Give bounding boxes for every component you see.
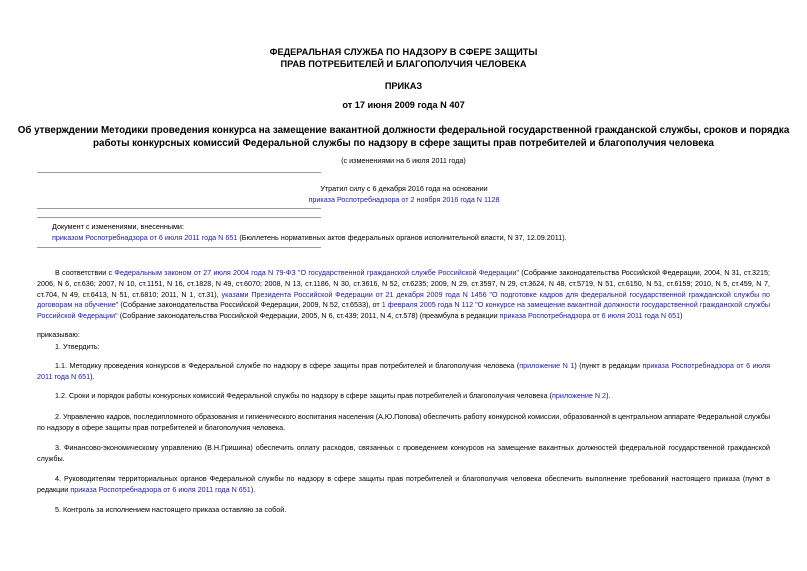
item-4-amend-link[interactable]: приказа Роспотребнадзора от 6 июля 2011 года N 651 [70, 484, 251, 494]
appendix-1-link[interactable]: приложение N 1 [519, 361, 575, 370]
contest-decree-link[interactable]: 1 февраля 2005 года N 112 "О конкурсе на замещение вакантной должности государственной гражданской службы Российской Федерации" [37, 300, 771, 321]
divider [37, 217, 321, 218]
preamble-paragraph: В соответствии с Федеральным законом от 27 июля 2004 года N 79-ФЗ "О государственной гражданской службе Российской Федерации" (Собрание законодательства Российской Федерации, 2004, N 31, ст.3215; 2006, N 6, ст.636; 2007, N 10, ст.1151, N 16, ст.1828, N 49, ст.6070; 2008, N 13, ст.1186, N 30, ст.3616, N 52, ст.6235; 2009, N 29, ст.3597, N 29, ст.3624, N 48, ст.5719, N 51, ст.6150, N 51, ст.6159; 2010, N 5, ст.459, N 7, ст.704, N 49, ст.6413, N 51, ст.6810; 2011, N 1, ст.31), указами Президента Российской Федерации от 21 декабря 2009 года N 1456 "О подготовке кадров для федеральной государственной гражданской службы по договорам на обучение" (Собрание законодательства Российской Федерации, 2009, N 52, ст.6533), от 1 февраля 2005 года N 112 "О конкурсе на замещение вакантной должности государственной гражданской службы Российской Федерации" (Собрание законодательства Российской Федерации, 2005, N 6, ст.439; 2011, N 4, ст.578) (преамбула в редакции приказа Роспотребнадзора от 6 июля 2011 года N 651) [37, 268, 771, 321]
preamble-amend-link[interactable]: приказа Роспотребнадзора от 6 июля 2011 года N 651 [499, 311, 681, 321]
federal-law-link[interactable]: Федеральным законом от 27 июля 2004 года N 79-ФЗ "О государственной гражданской службе Российской Федерации" [114, 268, 520, 277]
item-3: 3. Финансово-экономическому управлению (В.Н.Гришина) обеспечить оплату расходов, связанных с проведением конкурсов на замещение вакантных должностей федеральной государственной гражданской службы. [37, 443, 770, 463]
changes-source: (Бюллетень нормативных актов федеральных органов исполнительной власти, N 37, 12.09.2011). [237, 233, 567, 242]
item-2: 2. Управлению кадров, последипломного образования и гигиенического воспитания населения (А.Ю.Попова) обеспечить работу конкурсной комиссии, образованной в центральном аппарате Федеральной службы по надзору в сфере защиты прав потребителей и благополучия человека. [37, 412, 770, 432]
document-date: от 17 июня 2009 года N 407 [342, 100, 465, 110]
amendment-note: (с изменениями на 6 июля 2011 года) [341, 156, 466, 165]
divider [37, 247, 321, 248]
item-1-2: 1.2. Сроки и порядок работы конкурсных комиссий Федеральной службы по надзору в сфере защиты прав потребителей и благополучия человека (приложение N 2). [55, 391, 611, 400]
divider [37, 208, 321, 209]
item-1: 1. Утвердить: [55, 342, 100, 351]
document-title-line-2: работы конкурсных комиссий Федеральной службы по надзору в сфере защиты прав потребителей и благополучия человека [93, 138, 714, 149]
item-1-1: 1.1. Методику проведения конкурсов в Федеральной службе по надзору в сфере защиты прав потребителей и благополучия человека (приложение N 1) (пункт в редакции приказа Роспотребнадзора от 6 июля 2011 года N 651). [37, 361, 770, 381]
agency-name-line-1: ФЕДЕРАЛЬНАЯ СЛУЖБА ПО НАДЗОРУ В СФЕРЕ ЗАЩИТЫ [269, 47, 538, 57]
item-4: 4. Руководителям территориальных органов Федеральной службы по надзору в сфере защиты прав потребителей и благополучия человека обеспечить выполнение требований настоящего приказа (пункт в редакции приказа Роспотребнадзора от 6 июля 2011 года N 651). [37, 474, 770, 494]
document-title-line-1: Об утверждении Методики проведения конкурса на замещение вакантной должности федеральной государственной гражданской службы, сроков и порядка [17, 125, 790, 136]
divider [37, 172, 321, 173]
amending-order-link[interactable]: приказом Роспотребнадзора от 6 июля 2011 года N 651 [52, 233, 238, 242]
agency-name-line-2: ПРАВ ПОТРЕБИТЕЛЕЙ И БЛАГОПОЛУЧИЯ ЧЕЛОВЕКА [280, 59, 527, 69]
orders-word: приказываю: [37, 330, 80, 339]
repeal-order-link[interactable]: приказа Роспотребнадзора от 2 ноября 2016 года N 1128 [308, 195, 500, 204]
item-1-1-amend-link[interactable]: приказа Роспотребнадзора от 6 июля 2011 года N 651 [37, 361, 770, 381]
item-5: 5. Контроль за исполнением настоящего приказа оставляю за собой. [55, 505, 287, 514]
president-decree-link[interactable]: указами Президента Российской Федерации от 21 декабря 2009 года N 1456 "О подготовке кадров для федеральной государственной гражданской службы по договорам на обучение" [37, 289, 770, 310]
changes-line [52, 233, 772, 243]
repeal-status: Утратил силу с 6 декабря 2016 года на основании [320, 184, 488, 193]
document-type: ПРИКАЗ [384, 81, 423, 91]
changes-intro: Документ с изменениями, внесенными: [52, 222, 184, 231]
appendix-2-link[interactable]: приложение N 2 [551, 391, 607, 400]
